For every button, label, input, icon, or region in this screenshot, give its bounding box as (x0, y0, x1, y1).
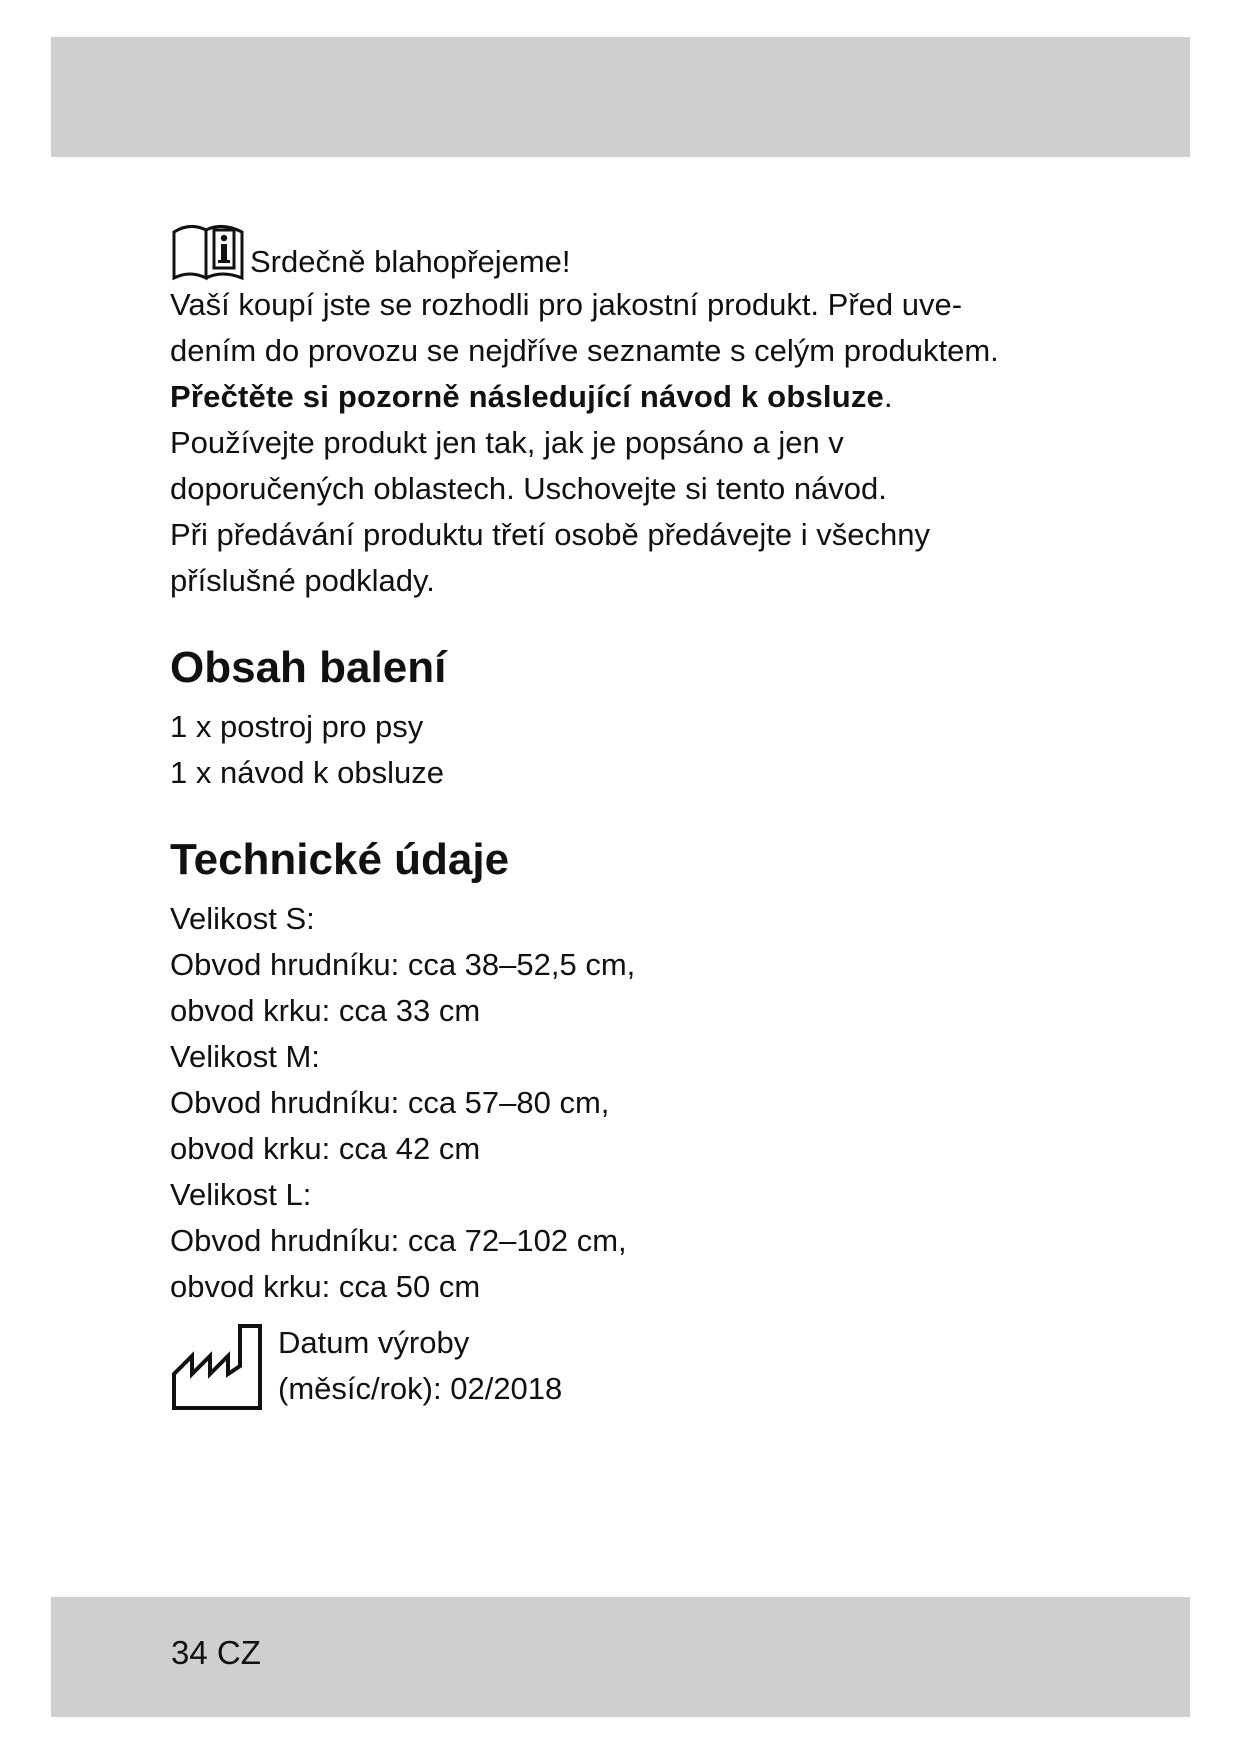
intro-bold-line (170, 374, 1070, 420)
intro-line: příslušné podklady. (170, 563, 435, 598)
intro-line: doporučených oblastech. Uschovejte si tento návod. (170, 471, 887, 506)
manufacture-value: (měsíc/rok): 02/2018 (278, 1371, 563, 1406)
contents-item: 1 x postroj pro psy (170, 709, 424, 744)
technical-line: Velikost L: (170, 1177, 312, 1212)
technical-line: Obvod hrudníku: cca 72–102 cm, (170, 1223, 627, 1258)
technical-line: Velikost M: (170, 1039, 320, 1074)
intro-bold-text: Přečtěte si pozorně následující návod k obsluze (170, 379, 884, 414)
contents-heading: Obsah balení (170, 643, 447, 692)
technical-line: Velikost S: (170, 901, 315, 936)
intro-title-row (170, 210, 1070, 282)
page-number: 34 CZ (171, 1634, 261, 1671)
intro-bold-suffix: . (883, 379, 893, 414)
manufacture-text (278, 1320, 562, 1412)
manufacture-label: Datum výroby (278, 1325, 470, 1360)
technical-heading: Technické údaje (170, 835, 510, 884)
intro-line: dením do provozu se nejdříve seznamte s celým produktem. (170, 333, 999, 368)
intro-line: Používejte produkt jen tak, jak je popsáno a jen v (170, 425, 844, 460)
intro-line: Při předávání produktu třetí osobě předávejte i všechny (170, 517, 930, 552)
page-content (170, 210, 1070, 1412)
technical-line: obvod krku: cca 33 cm (170, 993, 481, 1028)
technical-line: obvod krku: cca 50 cm (170, 1269, 481, 1304)
technical-line: obvod krku: cca 42 cm (170, 1131, 481, 1166)
manufacture-date (170, 1320, 1070, 1412)
factory-icon (170, 1320, 266, 1412)
info-book-icon (170, 218, 246, 282)
intro-line: Vaší koupí jste se rozhodli pro jakostní produkt. Před uve- (170, 287, 963, 322)
technical-line: Obvod hrudníku: cca 57–80 cm, (170, 1085, 610, 1120)
intro-title: Srdečně blahopřejeme! (250, 244, 571, 279)
intro-section (170, 210, 1070, 604)
contents-item: 1 x návod k obsluze (170, 755, 445, 790)
footer-band (51, 1597, 1190, 1717)
header-band (51, 37, 1190, 157)
technical-line: Obvod hrudníku: cca 38–52,5 cm, (170, 947, 636, 982)
